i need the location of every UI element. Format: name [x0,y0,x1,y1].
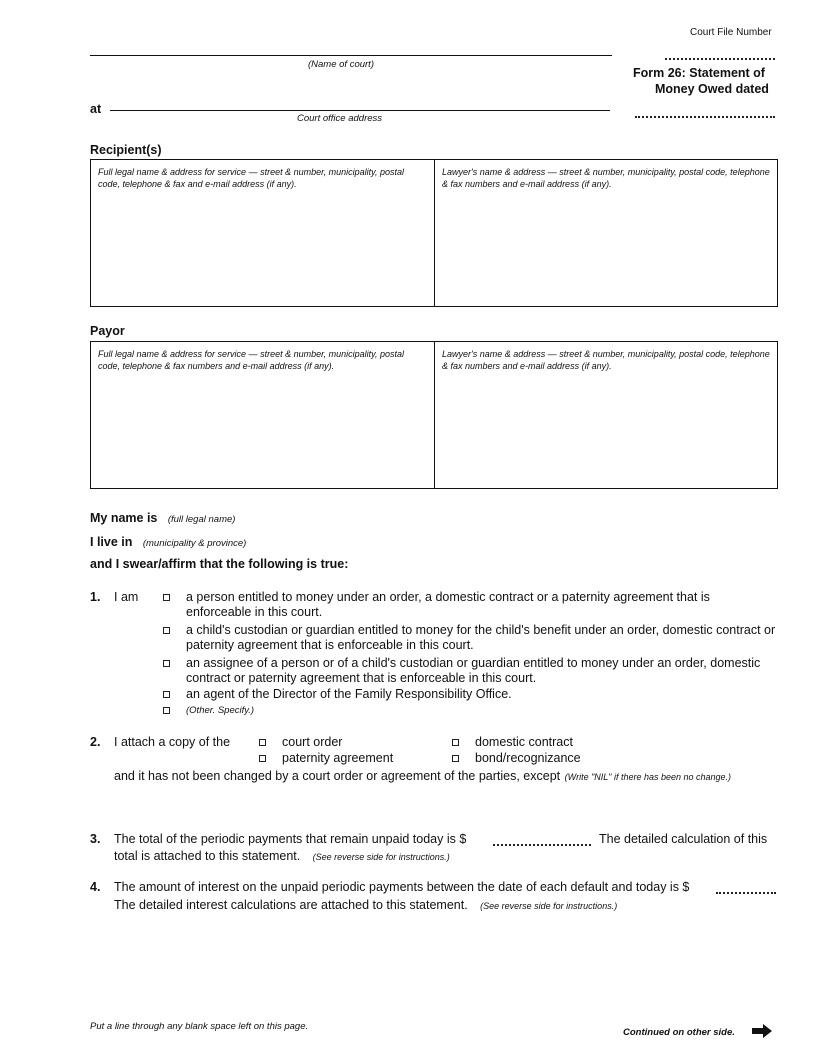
item1-option-3 [163,656,777,686]
blank-space-note: Put a line through any blank space left on this page. [90,1021,309,1032]
form-title-line2: Money Owed dated [655,82,769,96]
court-office-address-caption: Court office address [297,113,383,124]
name-of-court-caption: (Name of court) [308,59,374,70]
item4-number: 4. [90,880,101,894]
court-office-address-field[interactable] [110,110,610,111]
at-label: at [90,102,102,116]
item1-option-1 [163,590,777,620]
recipient-party-label: Full legal name & address for service — street & number, municipality, postal code, telephone & fax and e-mail address (if any). [98,167,404,189]
item4-hint: (See reverse side for instructions.) [480,901,618,911]
payor-party-label: Full legal name & address for service — street & number, municipality, postal code, telephone & fax numbers and e-mail address (if any). [98,349,404,371]
form-title-line1: Form 26: Statement of [633,66,765,80]
recipients-divider [434,160,435,306]
item1-option-4-text: an agent of the Director of the Family Responsibility Office. [186,687,512,701]
item2-option-domestic-contract-text: domestic contract [475,735,573,749]
swear-statement: and I swear/affirm that the following is true: [90,557,349,571]
payor-heading: Payor [90,324,125,338]
item2-continuation-hint: (Write "NIL" if there has been no change.) [564,772,732,782]
court-file-number-field[interactable] [665,58,775,60]
payor-divider [434,342,435,488]
item1-option-1-text: a person entitled to money under an order, a domestic contract or a paternity agreement that is enforceable in this court. [186,590,710,619]
item3-text-c: total is attached to this statement. [114,849,301,863]
name-line [90,509,235,527]
item2-option-paternity-agreement-text: paternity agreement [282,751,394,765]
payor-lawyer-label: Lawyer's name & address — street & number, municipality, postal code, telephone & fax numbers and e-mail address (if any). [442,349,770,371]
item2-option-bond [452,751,652,766]
item4-line2 [114,896,617,914]
item2-option-court-order [259,735,439,750]
live-line [90,533,246,551]
item1-checkbox-3[interactable] [163,660,170,667]
item2-option-bond-text: bond/recognizance [475,751,581,765]
item2-checkbox-paternity-agreement[interactable] [259,755,266,762]
item4-text-b: The detailed interest calculations are attached to this statement. [114,898,468,912]
item2-option-domestic-contract [452,735,652,750]
item1-checkbox-5[interactable] [163,707,170,714]
item2-checkbox-bond[interactable] [452,755,459,762]
item2-continuation-text: and it has not been changed by a court order or agreement of the parties, except [114,769,561,783]
unpaid-total-field[interactable] [493,844,591,846]
item2-checkbox-domestic-contract[interactable] [452,739,459,746]
item2-checkbox-court-order[interactable] [259,739,266,746]
item1-number: 1. [90,590,101,604]
item1-option-3-text: an assignee of a person or of a child's custodian or guardian entitled to money under an order, domestic contract or paternity agreement that is enforceable in this court. [186,656,761,685]
item1-lead: I am [114,590,139,604]
item2-option-paternity-agreement [259,751,439,766]
payor-table [90,341,778,489]
name-hint: (full legal name) [167,514,236,525]
name-of-court-field[interactable] [90,55,612,56]
item2-continuation [114,767,780,785]
item2-number: 2. [90,735,101,749]
live-hint: (municipality & province) [142,538,247,549]
name-label: My name is [90,511,158,525]
item1-option-5 [163,703,777,718]
item3-number: 3. [90,832,101,846]
item1-option-2 [163,623,777,653]
recipients-table [90,159,778,307]
recipients-heading: Recipient(s) [90,143,162,157]
item1-option-4 [163,687,777,702]
item1-option-2-text: a child's custodian or guardian entitled to money for the child's benefit under an order, domestic contract or paternity agreement that is enforceable in this court. [186,623,776,652]
statement-date-field[interactable] [635,116,775,118]
item2-option-court-order-text: court order [282,735,343,749]
item3-text-b: The detailed calculation of this [599,832,768,846]
live-label: I live in [90,535,133,549]
court-file-number-label: Court File Number [690,27,772,38]
continued-label: Continued on other side. [623,1027,735,1038]
item4-text-a: The amount of interest on the unpaid periodic payments between the date of each default and today is $ [114,880,690,894]
item3-line2 [114,847,450,865]
interest-amount-field[interactable] [716,892,776,894]
item1-checkbox-1[interactable] [163,594,170,601]
item1-checkbox-4[interactable] [163,691,170,698]
recipient-lawyer-label: Lawyer's name & address — street & number, municipality, postal code, telephone & fax numbers and e-mail address (if any). [442,167,770,189]
item3-hint: (See reverse side for instructions.) [312,852,450,862]
item3-text-a: The total of the periodic payments that remain unpaid today is $ [114,832,467,846]
item1-checkbox-2[interactable] [163,627,170,634]
item1-option-5-text: (Other. Specify.) [186,705,255,716]
arrow-right-icon [752,1024,772,1043]
item2-lead: I attach a copy of the [114,735,231,749]
